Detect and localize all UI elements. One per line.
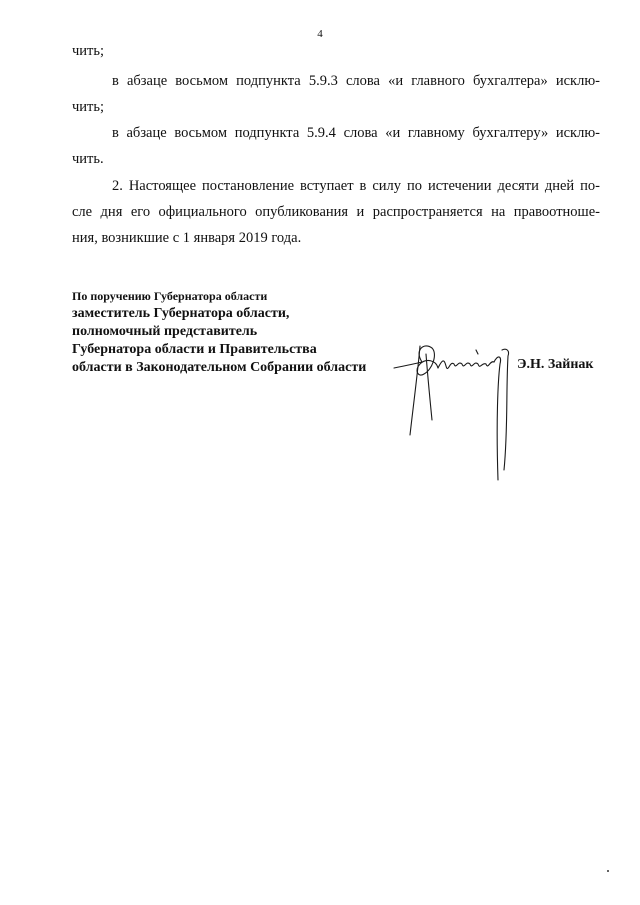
signatory-title-line-2: полномочный представитель [72, 324, 258, 339]
text-line-4: в абзаце восьмом подпункта 5.9.4 слова «и главному бухгалтеру» исклю- [112, 125, 600, 141]
handwritten-signature [392, 340, 522, 490]
text-line-8: ния, возникшие с 1 января 2019 года. [72, 230, 302, 246]
page-number: 4 [317, 28, 323, 40]
signature-authority-line: По поручению Губернатора области [72, 289, 268, 303]
signatory-title-line-3: Губернатора области и Правительства [72, 342, 317, 357]
signatory-title-line-1: заместитель Губернатора области, [72, 306, 290, 321]
text-line-1: чить; [72, 43, 105, 59]
text-line-2: в абзаце восьмом подпункта 5.9.3 слова «и главного бухгалтера» исклю- [112, 73, 600, 89]
text-line-5: чить. [72, 151, 104, 167]
text-line-7: сле дня его официального опубликования и распространяется на правоотноше- [72, 204, 600, 220]
signatory-title-line-4: области в Законодательном Собрании области [72, 360, 367, 375]
text-line-3: чить; [72, 99, 105, 115]
signature-block [72, 288, 366, 377]
signer-name: Э.Н. Зайнак [517, 357, 594, 372]
scan-speck [607, 870, 609, 872]
text-line-6: 2. Настоящее постановление вступает в силу по истечении десяти дней по- [112, 178, 600, 194]
